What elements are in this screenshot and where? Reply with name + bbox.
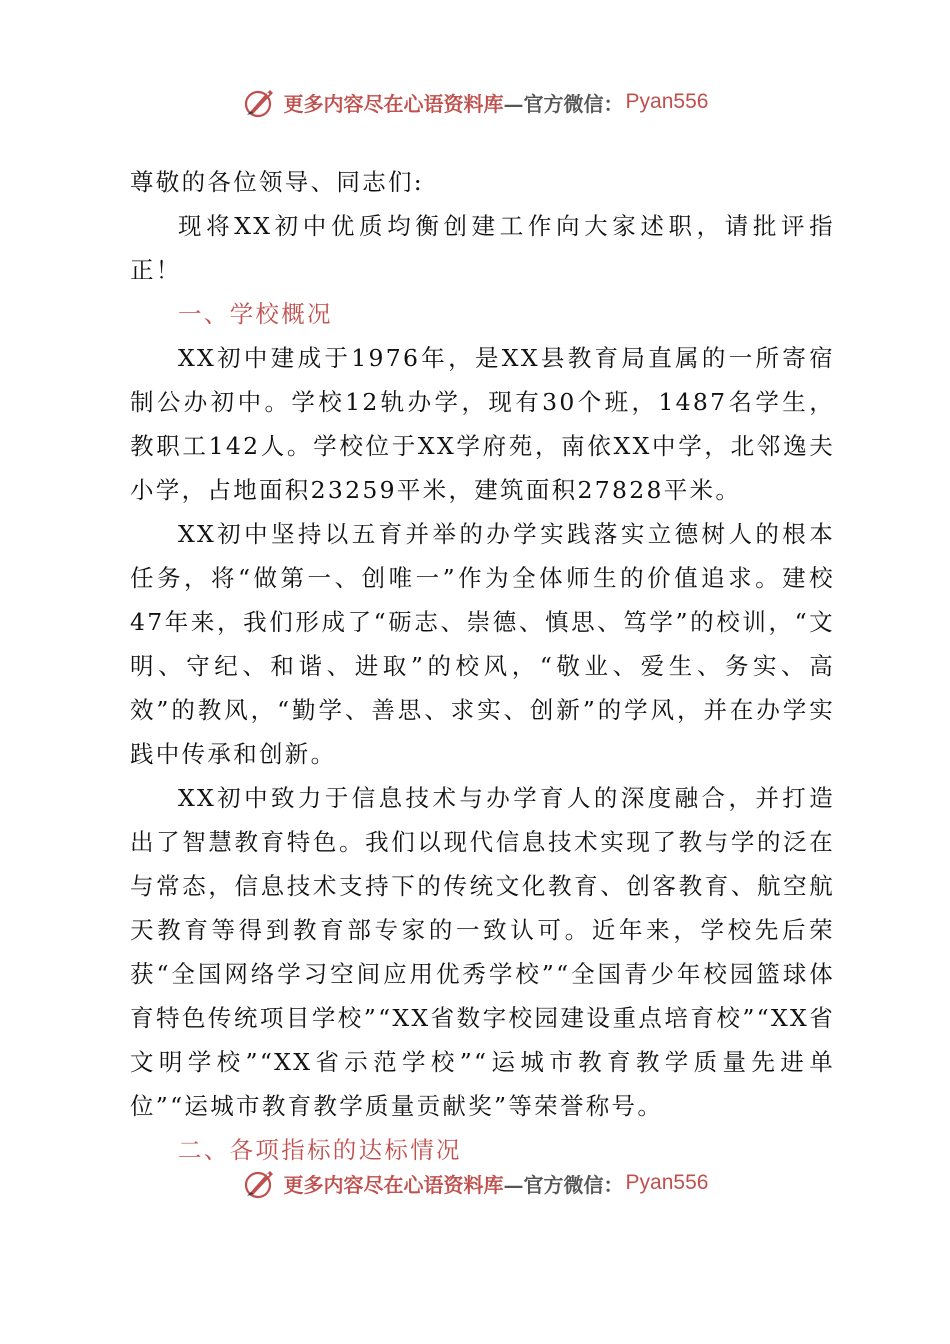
- paragraph-school-values: XX初中坚持以五育并举的办学实践落实立德树人的根本任务，将“做第一、创唯一”作为全体师生的价值追求。建校47年来，我们形成了“砺志、崇德、慎思、笃学”的校训，“文明、守纪、和谐、进取”的校风，“敬业、爱生、务实、高效”的教风，“勤学、善思、求实、创新”的学风，并在办学实践中传承和创新。: [130, 520, 835, 768]
- fountain-pen-logo-icon: [242, 84, 278, 120]
- paragraph-school-overview: XX初中建成于1976年，是XX县教育局直属的一所寄宿制公办初中。学校12轨办学，现有30个班，1487名学生，教职工142人。学校位于XX学府苑，南依XX中学，北邻逸夫小学，占地面积23259平米，建筑面积27828平米。: [130, 344, 835, 504]
- section-heading-2: 二、各项指标的达标情况: [178, 1136, 462, 1164]
- banner-dash-text: —官方微信：: [503, 91, 624, 116]
- banner-dash-text: —官方微信：: [503, 1172, 624, 1197]
- banner-wechat-id: Pyan556: [625, 90, 709, 113]
- document-body: [130, 160, 835, 1172]
- banner-wechat-id: Pyan556: [625, 1171, 709, 1194]
- banner-brand-text: 更多内容尽在心语资料库: [283, 91, 504, 116]
- section-heading-1: 一、学校概况: [178, 300, 333, 328]
- header-banner: [0, 82, 950, 122]
- intro-paragraph: 现将XX初中优质均衡创建工作向大家述职，请批评指正！: [130, 212, 835, 284]
- fountain-pen-logo-icon: [242, 1165, 278, 1201]
- footer-banner: [0, 1163, 950, 1203]
- banner-brand-text: 更多内容尽在心语资料库: [283, 1172, 504, 1197]
- salutation: 尊敬的各位领导、同志们:: [130, 168, 425, 196]
- paragraph-smart-education: XX初中致力于信息技术与办学育人的深度融合，并打造出了智慧教育特色。我们以现代信息技术实现了教与学的泛在与常态，信息技术支持下的传统文化教育、创客教育、航空航天教育等得到教育部专家的一致认可。近年来，学校先后荣获“全国网络学习空间应用优秀学校”“全国青少年校园篮球体育特色传统项目学校”“XX省数字校园建设重点培育校”“XX省文明学校”“XX省示范学校”“运城市教育教学质量先进单位”“运城市教育教学质量贡献奖”等荣誉称号。: [130, 784, 835, 1120]
